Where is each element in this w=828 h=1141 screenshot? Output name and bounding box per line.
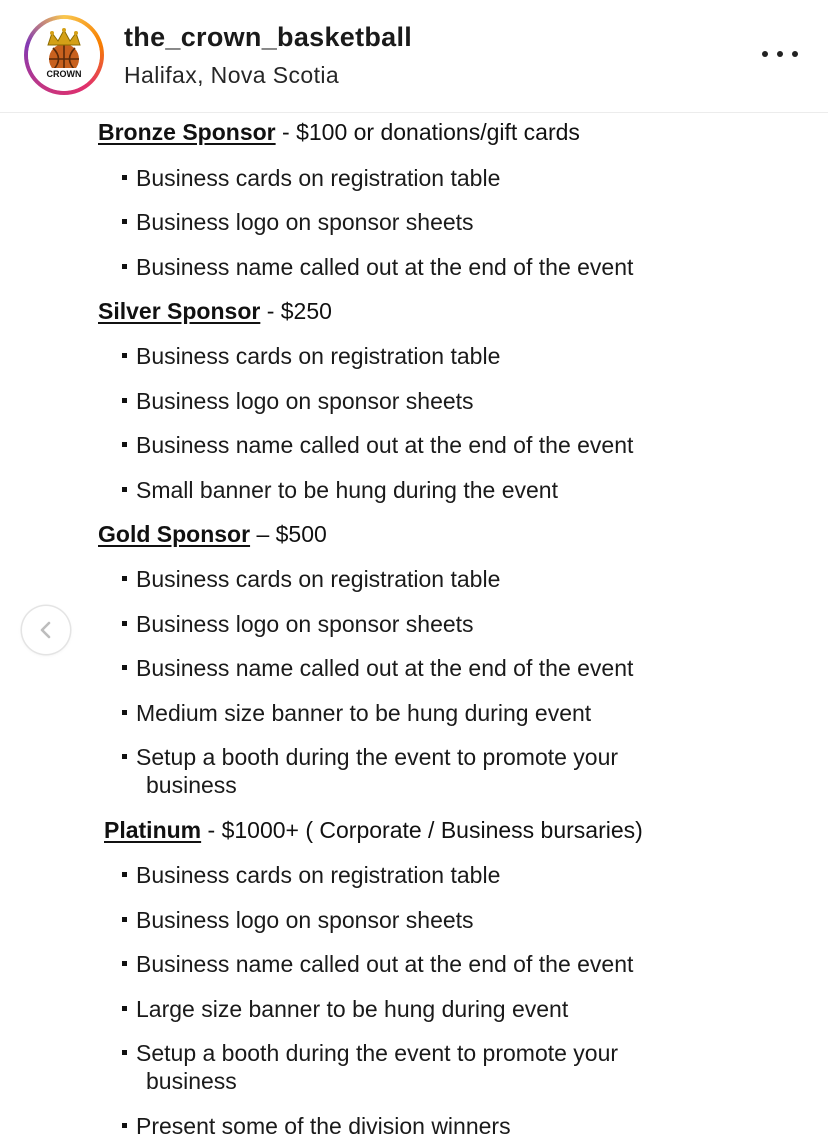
location-link[interactable]: Halifax, Nova Scotia [124,62,340,88]
list-item: Setup a booth during the event to promote your business [122,1039,618,1095]
carousel-back-button[interactable] [22,606,70,654]
post-image [0,113,828,1141]
tier-heading-bronze [98,119,580,146]
list-item: Business logo on sponsor sheets [122,906,474,934]
list-item: Medium size banner to be hung during event [122,699,591,727]
list-item: Business cards on registration table [122,342,500,370]
avatar[interactable] [24,15,104,95]
tier-price: - $250 [260,298,332,324]
more-dot [792,51,798,57]
tier-heading-silver [98,298,332,325]
list-item: Business name called out at the end of the event [122,654,633,682]
more-dot [777,51,783,57]
tier-price: - $100 or donations/gift cards [275,119,580,145]
username[interactable]: the_crown_basketball [124,22,413,52]
tier-name: Silver Sponsor [98,298,261,324]
tier-price: - $1000+ ( Corporate / Business bursaries) [201,817,643,843]
list-item: Business logo on sponsor sheets [122,387,474,415]
list-item: Setup a booth during the event to promote your business [122,743,618,799]
list-item: Large size banner to be hung during event [122,995,568,1023]
list-item: Business cards on registration table [122,861,500,889]
tier-price: – $500 [250,521,327,547]
chevron-left-icon [36,620,56,640]
list-item: Present some of the division winners [122,1112,511,1140]
svg-text:CROWN: CROWN [46,69,82,79]
list-item: Business name called out at the end of the event [122,431,633,459]
list-item: Business cards on registration table [122,565,500,593]
list-item: Business logo on sponsor sheets [122,610,474,638]
tier-name: Platinum [104,817,202,843]
tier-heading-gold [98,521,327,548]
list-item: Business name called out at the end of the event [122,950,633,978]
tier-heading-platinum [104,817,643,844]
crown-basketball-logo-icon [28,19,100,91]
tier-name: Bronze Sponsor [98,119,276,145]
list-item: Business logo on sponsor sheets [122,208,474,236]
more-dot [762,51,768,57]
list-item: Business name called out at the end of the event [122,253,633,281]
list-item: Small banner to be hung during the event [122,476,558,504]
more-options-icon[interactable] [762,44,798,64]
tier-name: Gold Sponsor [98,521,251,547]
post-header [0,0,828,113]
list-item: Business cards on registration table [122,164,500,192]
